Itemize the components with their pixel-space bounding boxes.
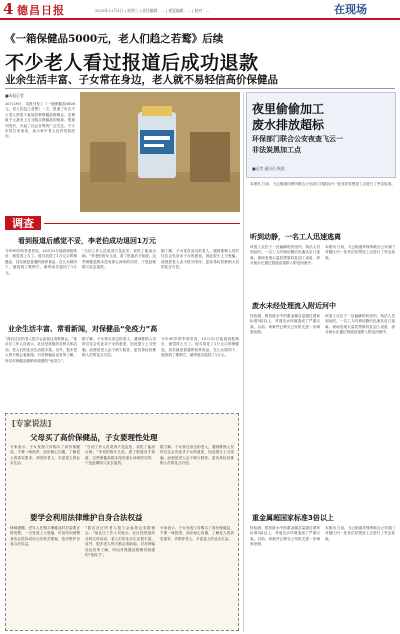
expert-1-col-3: 据了解，子女常在身边的老人，遇到推销人员时往往会先征求子女的意见，因此很少上当受骗。而独居老人由于缺少陪伴，更容易轻信推销人员的花言巧语。 bbox=[160, 445, 234, 466]
paper-name: 德昌日报 bbox=[17, 4, 65, 17]
right-section-3-title: 重金属超国家标准3倍以上 bbox=[252, 514, 334, 522]
right-section-1-col-1: 该加工点位于一处偏僻的民房内，执法人员到达时，一名工人听到动静后迅速从后门逃离。现场发现大量炭黑原料及加工设备，部分废水正通过管道直接排入附近河流中。 bbox=[250, 245, 320, 266]
sidebar-headline-2: 废水排放超标 bbox=[252, 118, 325, 132]
sidebar-headline-1: 夜里偷偷加工 bbox=[252, 102, 325, 116]
expert-1-col-1: 专家表示，子女发现父母购买了高价保健品，不要一味指责，而应耐心沟通，了解老人的真实需求，多陪伴老人，丰富老人的业余生活。 bbox=[10, 445, 80, 466]
page-number: 4 bbox=[3, 0, 14, 18]
sidebar-reporter: ■记者 通讯员 秋建 bbox=[252, 166, 285, 171]
expert-title-1: 父母买了高价保健品，子女要理性处理 bbox=[30, 433, 158, 442]
expert-title-2: 要学会利用法律维护自身合法权益 bbox=[30, 513, 143, 522]
column-divider bbox=[243, 92, 244, 632]
section-2-col-2: 据了解，子女常在身边的老人，遇到推销人员时往往会先征求子女的意见，因此很少上当受骗。而独居老人由于缺少陪伴，更容易轻信推销人员的花言巧语。 bbox=[82, 337, 156, 358]
photo-graphic bbox=[80, 92, 240, 212]
right-section-2-title: 废水未经处理流入附近河中 bbox=[252, 302, 336, 310]
lead-paragraph: 10月19日，本报刊发了《一箱保健品5000元，老人们趋之若鹜》一文，报道了市区不少老人热衷于参加各种保健品推销会，花费数千元甚至上万元购买保健品的现象。报道刊发后，引起了社会各界的广泛关注。不少市民打来电话，表示家中老人也有类似经历。 bbox=[5, 102, 75, 139]
lead-headline: 不少老人看过报道后成功退款 bbox=[5, 52, 259, 74]
sidebar-deck-1: 环保部门联合公安夜查飞云一 bbox=[252, 135, 343, 143]
right-section-3-col-2: 本报讯 日前，飞云街道环保所联合公安部门对辖区内一处非法炭黑加工点进行了突击检查。 bbox=[325, 526, 395, 541]
right-section-2-col-2: 该加工点位于一处偏僻的民房内，执法人员到达时，一名工人听到动静后迅速从后门逃离。现场发现大量炭黑原料及加工设备，部分废水正通过管道直接排入附近河流中。 bbox=[325, 314, 395, 335]
expert-2-col-2: “我们社区的老人很少会参加这类推销会。”某社区工作人员表示，社区经常组织各种文体活动，老人们的业余生活很丰富。另外，很多老人每天都会看新闻，对各种骗局也有所了解，所以对保健品推销有较强的“免疫力”。 bbox=[85, 526, 155, 558]
right-section-1-col-2: 本报讯 日前，飞云街道环保所联合公安部门对辖区内一处非法炭黑加工点进行了突击检查。 bbox=[325, 245, 395, 260]
right-section-3-col-1: 经检测，排放废水中的重金属含量超过国家标准3倍以上，对周边水环境造成了严重污染。目前，该案件已移交公安机关进一步调查处理。 bbox=[250, 526, 320, 547]
expert-2-col-1: 律师提醒，老年人在购买保健品时应索要正规发票，一旦发现上当受骗，可及时向消费者协会投诉或向公安机关报案，依法维护自身合法权益。 bbox=[10, 526, 80, 547]
right-section-2-col-1: 经检测，排放废水中的重金属含量超过国家标准3倍以上，对周边水环境造成了严重污染。目前，该案件已移交公安机关进一步调查处理。 bbox=[250, 314, 320, 335]
right-section-1-title: 听到动静，一名工人迅速逃离 bbox=[250, 233, 341, 241]
headline-rule bbox=[5, 88, 395, 89]
tag-rule bbox=[44, 223, 240, 224]
lead-reporter: ■本报记者 bbox=[5, 93, 24, 98]
sidebar-lead-text: 本报讯 日前，飞云街道环保所联合公安部门对辖区内一处非法炭黑加工点进行了突击检查。 bbox=[250, 182, 395, 186]
diaocha-tag: 调查 bbox=[5, 216, 41, 230]
section-1-col-2: “当初工作人员说得天花乱坠，说吃了能治百病。”李老伯的女儿说，看了报道后才知道，这些保健品根本没有那么神奇的功效，于是赶紧陪父亲去退货。 bbox=[82, 249, 156, 270]
date-line: 2015年11月4日 | 星期三 | 责任编辑：... | 视觉编辑：... | 校对：... bbox=[95, 8, 210, 13]
sidebar-deck-2: 非法炭黑加工点 bbox=[252, 146, 301, 154]
lead-photo bbox=[80, 92, 240, 212]
lead-subhead: 业余生活丰富、子女常在身边，老人就不易轻信高价保健品 bbox=[5, 74, 278, 86]
section-2-col-3: 今年90岁的李老伯说，10月21日他看到报纸后，就觉得上当了。他当初花了1万元买的保健品，其实就是普通的营养食品。在儿女陪同下，他找到了推销方，最终成功退回了1万元。 bbox=[161, 337, 239, 358]
section-1-col-1: 今年90岁的李老伯说，10月21日他看到报纸后，就觉得上当了。他当初花了1万元买的保健品，其实就是普通的营养食品。在儿女陪同下，他找到了推销方，最终成功退回了1万元。 bbox=[5, 249, 77, 275]
expert-1-col-2: “当初工作人员说得天花乱坠，说吃了能治百病。”李老伯的女儿说，看了报道后才知道，这些保健品根本没有那么神奇的功效，于是赶紧陪父亲去退货。 bbox=[85, 445, 155, 466]
section-1-col-3: 据了解，子女常在身边的老人，遇到推销人员时往往会先征求子女的意见，因此很少上当受骗。而独居老人由于缺少陪伴，更容易轻信推销人员的花言巧语。 bbox=[161, 249, 239, 270]
section-name: 在现场 bbox=[334, 3, 367, 16]
lead-kicker: 《一箱保健品5000元，老人们趋之若鹜》后续 bbox=[5, 33, 224, 45]
expert-2-col-3: 专家表示，子女发现父母购买了高价保健品，不要一味指责，而应耐心沟通，了解老人的真实需求，多陪伴老人，丰富老人的业余生活。 bbox=[160, 526, 234, 541]
section-2-col-1: “我们社区的老人很少会参加这类推销会。”某社区工作人员表示，社区经常组织各种文体活动，老人们的业余生活很丰富。另外，很多老人每天都会看新闻，对各种骗局也有所了解，所以对保健品推销有较强的“免疫力”。 bbox=[5, 337, 77, 363]
section-2-title: 业余生活丰富、常看新闻，对保健品“免疫力”高 bbox=[8, 325, 158, 333]
expert-label: [专家说法] bbox=[12, 419, 52, 428]
section-1-title: 看到报道后感觉不妥，李老伯成功退回1万元 bbox=[18, 237, 156, 245]
